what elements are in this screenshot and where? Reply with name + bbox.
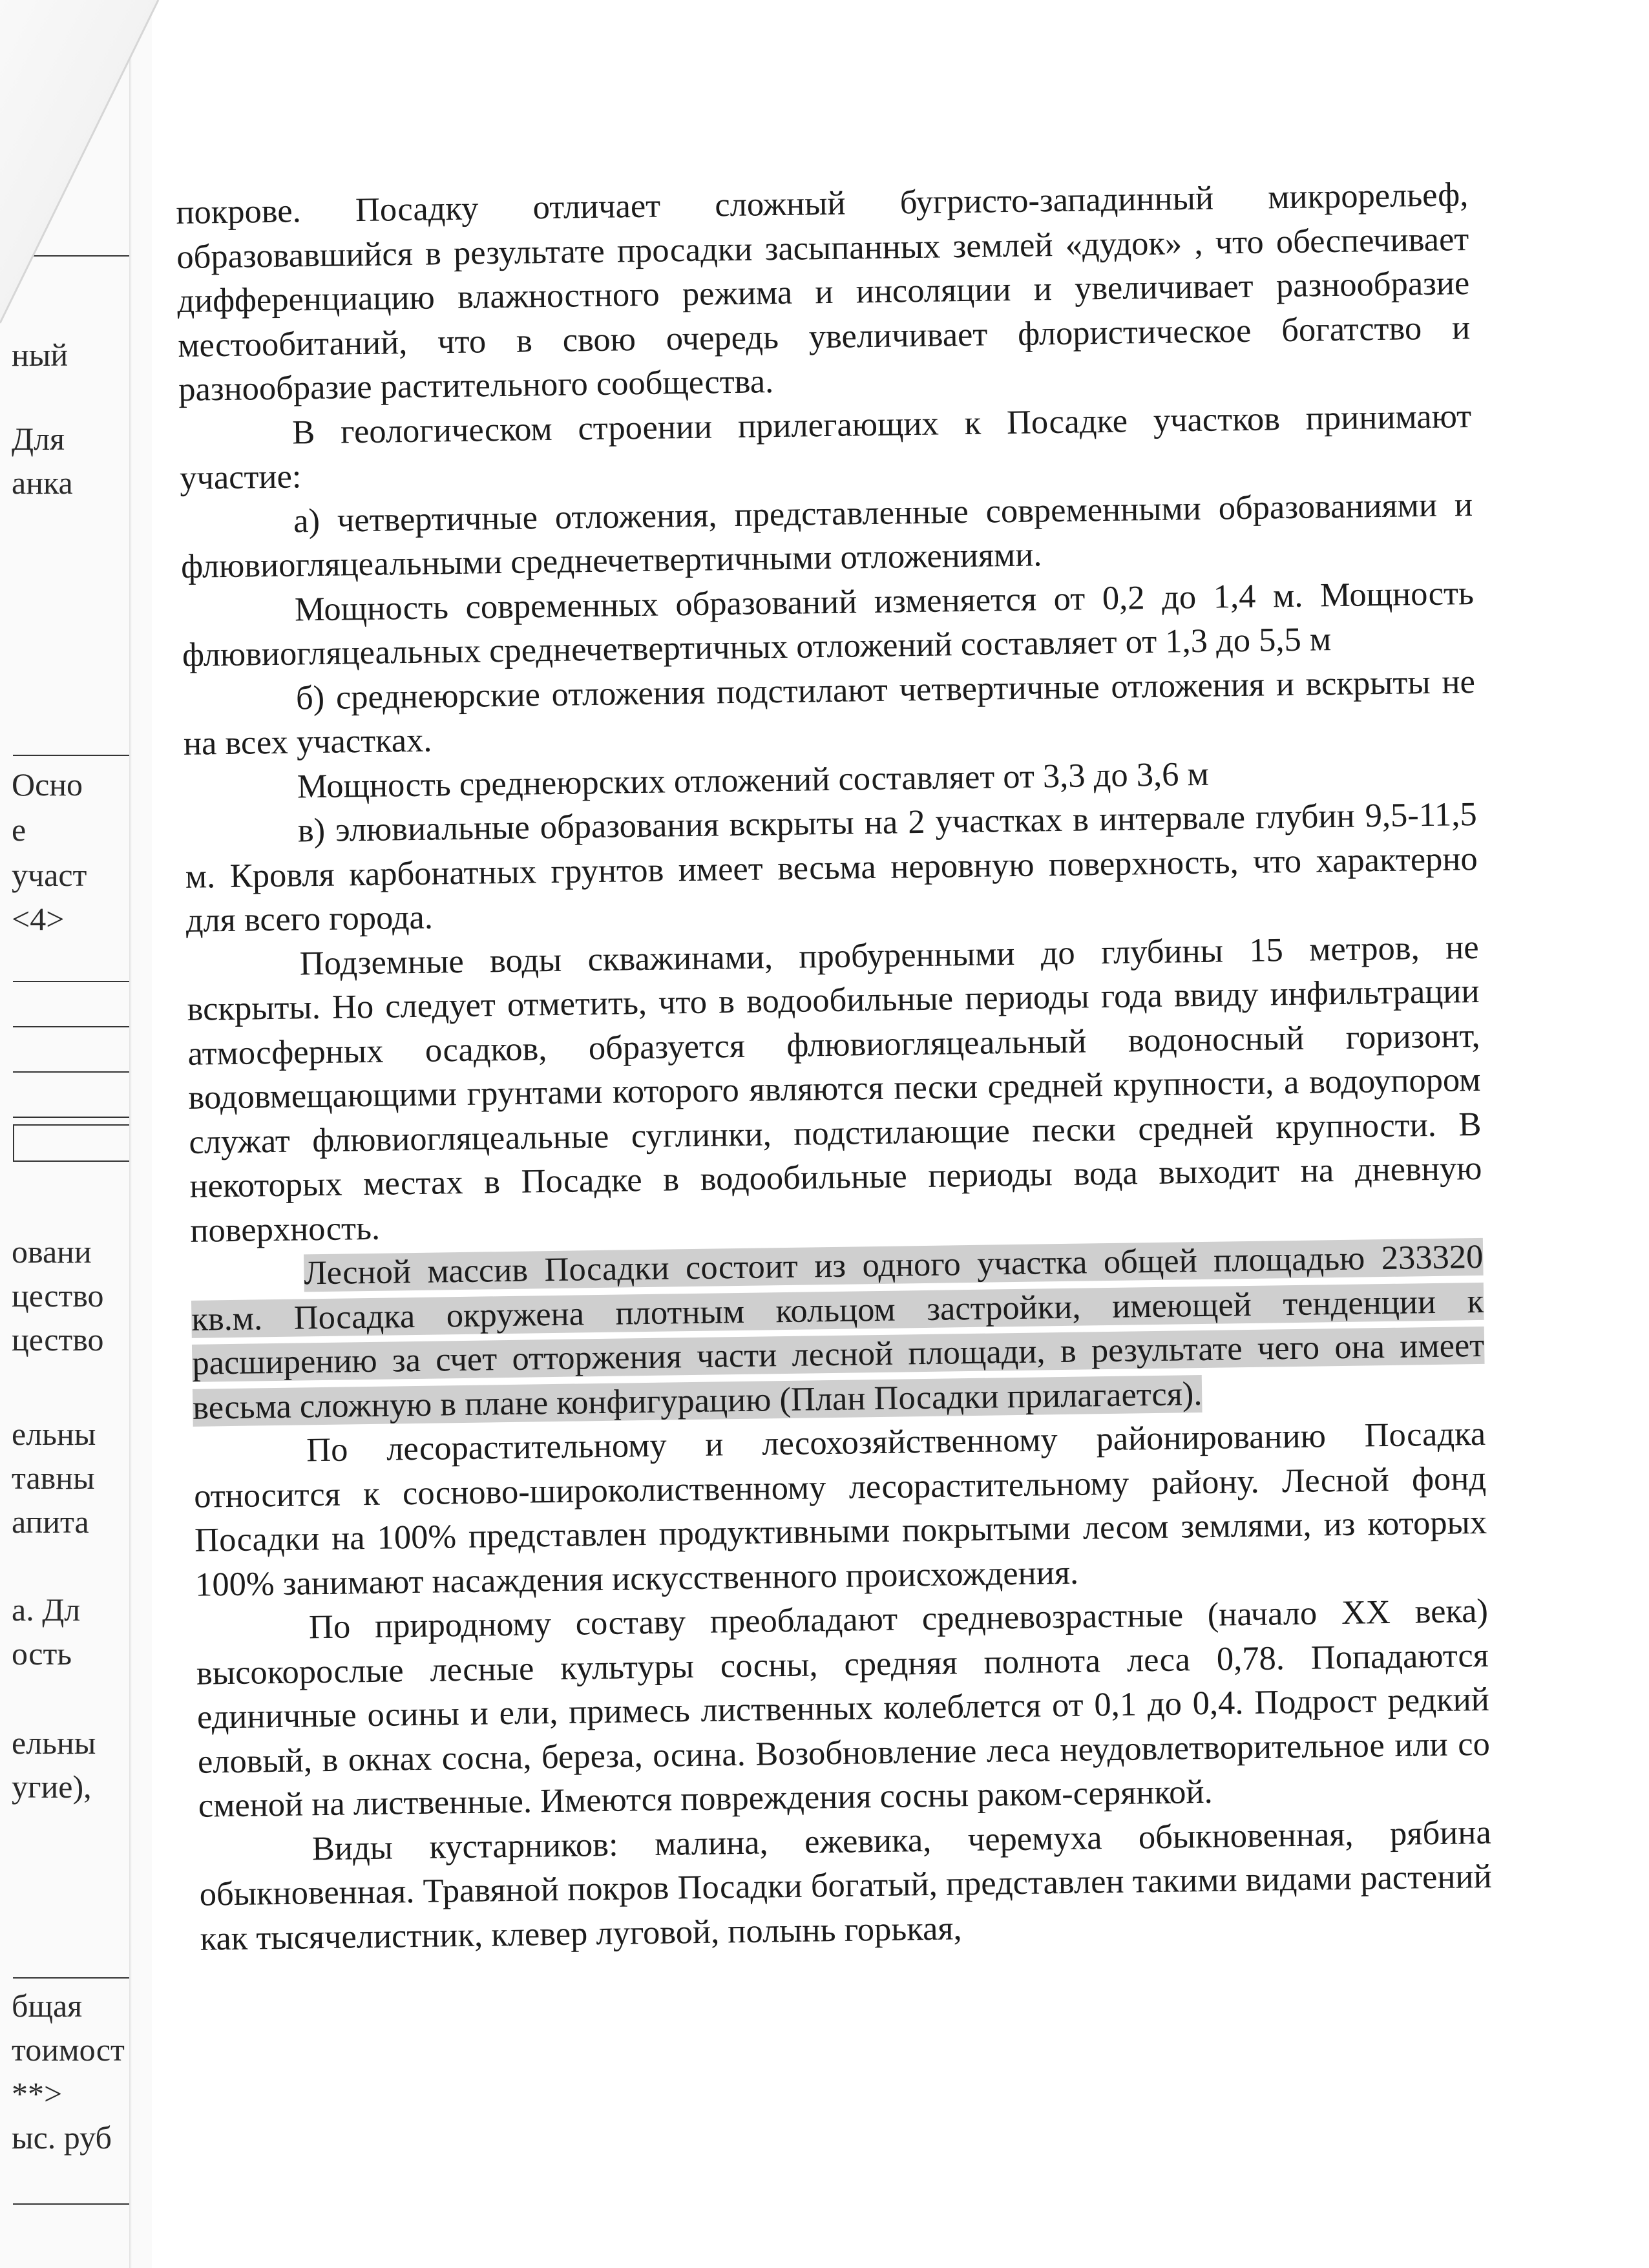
paragraph: По природному составу преобладают средневозрастные (начало XX века) высокорослые лесные культуры сосны, средняя полнота леса 0,78. Попадаются единичные осины и ели, примесь лиственных колеблется от 0,1 до 0,4. Подрост редкий еловый, в окнах сосна, береза, осина. Возобновление леса неудовлетворительное или со сменой на лиственные. Имеются повреждения сосны раком-серянкой. <box>196 1591 1491 1825</box>
paragraph: Виды кустарников: малина, ежевика, черемуха обыкновенная, рябина обыкновенная. Травяной покров Посадки богатый, представлен такими видами растений как тысячелистник, клевер луговой, полынь горькая, <box>199 1813 1493 1958</box>
highlight-mark: Лесной массив Посадки состоит из одного участка общей площадью 233320 кв.м. Посадка окружена плотным кольцом застройки, имеющей тенденции к расширению за счет отторжения части лесной площади, в результате чего она имеет весьма сложную в плане конфигурацию (План Посадки прилагается). <box>191 1237 1485 1427</box>
underlying-fragment: Осно <box>12 766 83 803</box>
underlying-fragment: апита <box>12 1504 89 1540</box>
underlying-fragment: ыс. руб <box>12 2119 112 2156</box>
paragraph: Мощность среднеюрских отложений составляет от 3,3 до 3,6 м <box>297 755 1210 805</box>
paragraph: в) элювиальные образования вскрыты на 2 участках в интервале глубин 9,5-11,5 м. Кровля карбонатных грунтов имеет весьма неровную поверхность, что характерно для всего города. <box>185 795 1478 940</box>
underlying-fragment: овани <box>12 1234 92 1270</box>
underlying-rule <box>13 981 129 982</box>
underlying-rule <box>13 1977 129 1979</box>
paragraph: По лесорастительному и лесохозяйственному районированию Посадка относится к сосново-широколиственному лесорастительному району. Лесной фонд Посадки на 100% представлен продуктивными покрытыми лесом землями, из которых 100% занимают насаждения искусственного происхождения. <box>193 1414 1487 1604</box>
paragraph: Мощность современных образований изменяется от 0,2 до 1,4 м. Мощность флювиогляцеальных среднечетвертичных отложений составляет от 1,3 до 5,5 м <box>182 574 1475 674</box>
underlying-fragment: е <box>12 812 26 848</box>
underlying-fragment: **> <box>12 2075 63 2112</box>
underlying-fragment: ельны <box>12 1725 96 1761</box>
underlying-fragment: цество <box>12 1321 104 1358</box>
underlying-rule <box>13 1117 129 1118</box>
underlying-rule <box>13 2203 129 2205</box>
paragraph: Подземные воды скважинами, пробуренными до глубины 15 метров, не вскрыты. Но следует отметить, что в водообильные периоды года ввиду инфильтрации атмосферных осадков, образуется флювиогляцеальный водоносный горизонт, водовмещающими грунтами которого являются пески средней крупности, а водоупором служат флювиогляцеальные суглинки, подстилающие пески средней крупности. В некоторых местах в Посадке в водообильные периоды вода выходит на дневную поверхность. <box>187 928 1482 1250</box>
folded-corner <box>0 0 168 336</box>
underlying-fragment: ный <box>12 337 68 373</box>
highlighted-paragraph <box>191 1235 1486 1430</box>
underlying-fragment: а. Дл <box>12 1591 81 1628</box>
underlying-fragment: цество <box>12 1277 104 1314</box>
underlying-rule <box>13 755 129 756</box>
underlying-fragment: ость <box>12 1635 72 1672</box>
underlying-rule <box>13 1071 129 1073</box>
paragraph: покрове. Посадку отличает сложный бугристо-западинный микрорельеф, образовавшийся в результате просадки засыпанных землей «дудок» , что обеспечивает дифференциацию влажностного режима и инсоляции и увеличивает разнообразие местообитаний, что в свою очередь увеличивает флористическое богатство и разнообразие растительного сообщества. <box>176 176 1471 408</box>
underlying-fragment: тавны <box>12 1460 95 1496</box>
underlying-fragment: Для <box>12 421 65 457</box>
underlying-fragment: участ <box>12 857 87 893</box>
document-body <box>176 173 1493 1961</box>
underlying-fragment: бщая <box>12 1988 83 2024</box>
underlying-fragment: <4> <box>12 901 65 937</box>
paragraph: а) четвертичные отложения, представленные современными образованиями и флювиогляцеальными среднечетвертичными отложениями. <box>180 485 1473 585</box>
underlying-fragment: угие), <box>12 1769 92 1805</box>
paragraph: В геологическом строении прилегающих к Посадке участков принимают участие: <box>179 397 1472 497</box>
underlying-fragment: ельны <box>12 1416 96 1452</box>
page-edge-shadow <box>129 0 132 2268</box>
underlying-fragment: тоимост <box>12 2032 125 2068</box>
underlying-rule <box>13 1026 129 1027</box>
paragraph: б) среднеюрские отложения подстилают четвертичные отложения и вскрыты не на всех участках. <box>183 662 1476 762</box>
underlying-fragment: анка <box>12 465 73 501</box>
underlying-table-cell <box>13 1124 129 1162</box>
